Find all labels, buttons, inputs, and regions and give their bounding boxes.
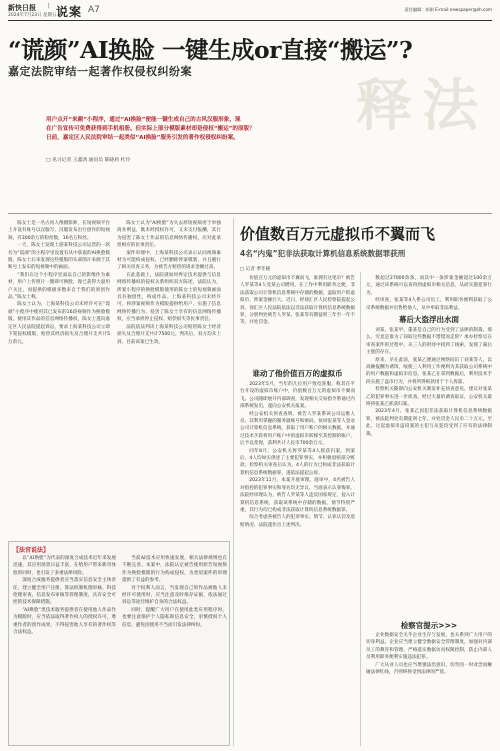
column-rule-1 (233, 218, 234, 746)
article-column-2 (117, 220, 221, 470)
sidebar-subhead-2: 幕后大盗浮出水面 (399, 315, 459, 324)
sidebar-section-1 (240, 381, 355, 746)
paragraph: 价值百万元的虚拟币不翼而飞，谁拥有这笔币？被告人罗某等4人受某公司聘用，在工作中利用职务之便，非法获取公司计算机信息系统中存储的数据，盗取用户的虚拟币，涉案金额巨大。近日，经徐汇区人民检察院提起公诉，徐汇区人民法院依法以非法获取计算机信息系统数据罪，分别判处被告人罗某、张某等有期徒刑三年至一年不等，并处罚金。 (240, 276, 355, 326)
prosecutor-tips (366, 632, 492, 744)
section-divider (8, 213, 492, 214)
subheadline: 嘉定法院审结一起著作权侵权纠纷案 (8, 65, 192, 78)
section-name: 说案 (56, 5, 83, 19)
lead-line-2: 在广告宣传可免费获得到手机相册。但实际上部分模版素材却是侵权“搬运”的原版？ (46, 126, 255, 132)
paragraph: 数超过27000余条，而其中一条涉案金额超过100余万元，通过该系统可以查询到虚拟币相关信息，从而实施犯罪行为。 (366, 276, 492, 296)
judge-commentary-column-1 (13, 555, 116, 745)
paragraph: 陈女士是一名古风人像摄影师，在短视频平台上开设有账号以汉服写、汉服发布出行创作的短视频，有300余万的粉丝数，16名万粉丝。 (8, 221, 110, 241)
main-byline: □ 见习记者 王鑫鸿 通讯员 陈晓莉 杜玲 (46, 158, 131, 163)
paragraph: 原来，早在此前，张某乙便通过网络结识了刘某等人，以高额报酬为诱饵，唆使三人利用工作便利为其获取公司系统中的用户数据和虚拟币信息。张某乙在拿到数据后，利用技术手段实施了盗币行为，并将所得赃款用于个人挥霍。 (366, 357, 492, 385)
sidebar-right-intro (366, 275, 492, 312)
sidebar-headline: 价值数百万元虚拟币不翼而飞 (240, 225, 436, 243)
paragraph: 在此基础上，法院就如何界定技术提供与信息网络传播权的侵权关系组织双方陈述，法院认为，涉案小程序的换脸模版使用的陈女士的短视频画面具有独创性，构成作品。上海某科技公司未经许可，将涉案视频作为模版提供给用户，实施了信息网络传播行为，侵害了陈女士享有的信息网络传播权，应当承担停止侵权、赔偿损失等民事责任。 (117, 272, 221, 323)
paragraph: 经公安机关侦查查明，被告人罗某系该公司运维人员，其利用掌握的服务器账号和密码，伙同张某等人登录公司计算机信息系统，获取了用户账户的相关数据，并通过技术手段将用户账户中的虚拟币转移至其控制的账户，后予以变现，获利共计人民币700余万元。 (240, 411, 355, 447)
paragraph: 刘某、张某甲、董某是自己的行为受到了法律的制裁。那么，究竟是谁为了窃取这些数据不惜铤而走险？承办检察官在审查案件的过程中，从三人的供述中找到了线索，发现了幕后主使的存在。 (366, 328, 492, 356)
paragraph: 对于权利人而言，当发现自己的作品被他人未经许可使用时，应当注意及时保存证据，依法通过诉讼等途径维护自身的合法权益。 (122, 585, 227, 606)
judge-commentary-title: 【法官说法】 (13, 547, 50, 554)
paragraph: 2023年5月，当年的几位用户致电客服，称其在平台开设的虚拟币账户中，价值数百万元的虚拟币不翼而飞。公司随即展开内部调查，发现相关交易指令系通过内部系统发出，遂向公安机关报案。 (240, 382, 355, 410)
paragraph: 陈女士认为，上海某科技公司未经许可在“谎颜”小程序中使用其已发布的16段视频作为换脸模版，使用其作品的信息网络传播权，陈女士遂向嘉定区人民法院提起诉讼，要求上海某科技公司立即下架侵权模版，赔偿其经济损失及合理开支共计5万余元。 (8, 302, 110, 345)
lead-line-1: 用户点开“来颜”小程序，通过“AI换脸”便能一键生成自己的古风汉服形象，现 (46, 117, 241, 123)
sidebar-subhead-1: 谁动了他价值百万的虚拟币 (252, 369, 343, 378)
article-column-1 (8, 220, 110, 535)
sidebar-section-2 (366, 327, 492, 617)
sidebar-subhead-3: 检察官提示>>> (400, 621, 458, 630)
paragraph: “我们在这个小程序里面以自己的影像作为素材，用户上传照片一键即可换脸，现已获得大量用户关注，而提供的模板多数来自于我们的原创作品。”陈女士称。 (8, 272, 110, 301)
judge-commentary-box (8, 541, 230, 746)
editor-credit: 责任编辑：胡刚 E-mail:newspaper@zh.com (404, 7, 492, 12)
paragraph: 同时，提醒广大用户在使用此类应用程序时，也要注意保护个人隐私和信息安全，审慎授权个人信息，避免因使用不当而引发法律纠纷。 (122, 607, 227, 628)
paragraph: “AI换脸”类技术服务提供者在使用他人作品作为模版时，应当依法取得著作权人的授权许可，尊重作者的创作成果，不得侵害他人享有的著作权等合法权益。 (13, 607, 116, 636)
paragraph: 案件审理中，上海某科技公司表示认同视频素材为可能构成侵权，已经删除涉案模版，并且履行了相关审查义务，为被告方赔偿的请求金额过高。 (117, 250, 221, 271)
paragraph: 综合考虑各被告人的犯罪事实、情节、认罪认罚及退赔情况，法院遂作出上述判决。 (240, 515, 355, 528)
paragraph: 广大从业人员也应当增强法治意识，切勿因一时贪念而触碰法律红线，否则终将受到法律的严惩。 (366, 662, 492, 676)
judge-commentary-column-2 (122, 555, 227, 745)
paragraph: 一天，陈女士发现上游某科技公司运营的一款名为“谎颜”的小程序里设置有从中获取的AI换脸模版，陈女士后来发现这些模版的头部图片来源于其账号上发布的短视频中的画面。 (8, 243, 110, 271)
paragraph: 陈女士认为“AI换脸”为失去原短视频用于单独商业利益，既未经授权许可，又未支付报酬，其行为侵害了陈女士作品的信息网络传播权，应对此承担相应的民事责任。 (117, 221, 221, 249)
paragraph: 当前AI技术应用快速发展，相关法律规则也在不断完善。本案中，法院认定被告使用原告短视频作为换脸模版的行为构成侵权，为类似案件的审理提供了有益的参考。 (122, 556, 227, 584)
paragraph: 企业数据安全关乎企业生存与发展，也关系到广大用户的切身利益。企业应当建立健全数据安全管理制度，加强对内部员工的教育和管理，严格落实数据访问权限控制，防止内部人员利用职务便利实施违法犯罪。 (366, 633, 492, 661)
masthead-divider: | (48, 3, 50, 9)
sidebar-byline: □ 记者 季冬晓 (240, 267, 271, 272)
paragraph: 同年8月，公安机关将罗某等4人抓获归案。到案后，4人均如实供述了主要犯罪事实，并积极退赔部分赃款。检察机关审查后认为，4人的行为已构成非法获取计算机信息系统数据罪，遂依法提起公诉。 (240, 448, 355, 476)
paragraph: 检察机关随即向公安机关制发补充侦查意见，建议对张某乙的犯罪事实进一步侦查。经过大量的调查取证，公安机关最终将张某乙抓获归案。 (366, 387, 492, 408)
lead-paragraph (46, 116, 286, 143)
paragraph: 深度合成服务提供者应当落实信息安全主体责任，建立健全用户注册、算法机制机理审核、科技伦理审查、信息发布审核等管理制度，具有安全可控的技术保障措施。 (13, 578, 116, 606)
paper-name: 新快日报 (8, 3, 36, 12)
paragraph: 2023年4月，张某乙因犯非法获取计算机信息系统数据罪，被法院判处有期徒刑七年，并处罚金人民币二十万元。至此，这起虚拟币盗窃案的主犯与从犯均受到了应有的法律制裁。 (366, 409, 492, 437)
masthead (8, 3, 492, 21)
issue-date: 2024年7月23日 星期五 (8, 13, 57, 18)
paragraph: 以“AI换脸”为代表的深度合成技术近年来发展迅速，其应用场景日益丰富，在给用户带来新奇体验的同时，也引发了多重法律风险。 (13, 556, 116, 576)
watermark-title: 释法 (356, 73, 488, 139)
paragraph: 法院依法判决上海某科技公司赔偿陈女士经济损失及合理开支共计7500元。判决后，双方均未上诉，目前该案已生效。 (117, 324, 221, 345)
paragraph: 经审查，张某等4人系公司员工，利用职务便利获取了公司系统数据并出售给他人，从中牟取非法利益。 (366, 298, 492, 311)
sidebar-intro (240, 275, 355, 370)
main-headline: “谎颜”AI换脸 一键生成or直接“搬运”? (8, 36, 413, 64)
page-number: A7 (88, 5, 100, 15)
paragraph: 2023年11月，本案开庭审理。庭审中，4名被告人对指控的犯罪事实和罪名均无异议，当庭表示认罪悔罪。法院经审理认为，被告人罗某等人违反国家规定，侵入计算机信息系统，获取该系统中存储的数据，情节特别严重，其行为均已构成非法获取计算机信息系统数据罪。 (240, 478, 355, 513)
column-rule-2 (360, 272, 361, 746)
lead-line-3: 日前，嘉定区人民法院审结一起类似“AI换脸”服务引发的著作权侵权纠纷案。 (46, 135, 239, 141)
sidebar-deck: 4名“内鬼”犯非法获取计算机信息系统数据罪获刑 (240, 249, 406, 258)
